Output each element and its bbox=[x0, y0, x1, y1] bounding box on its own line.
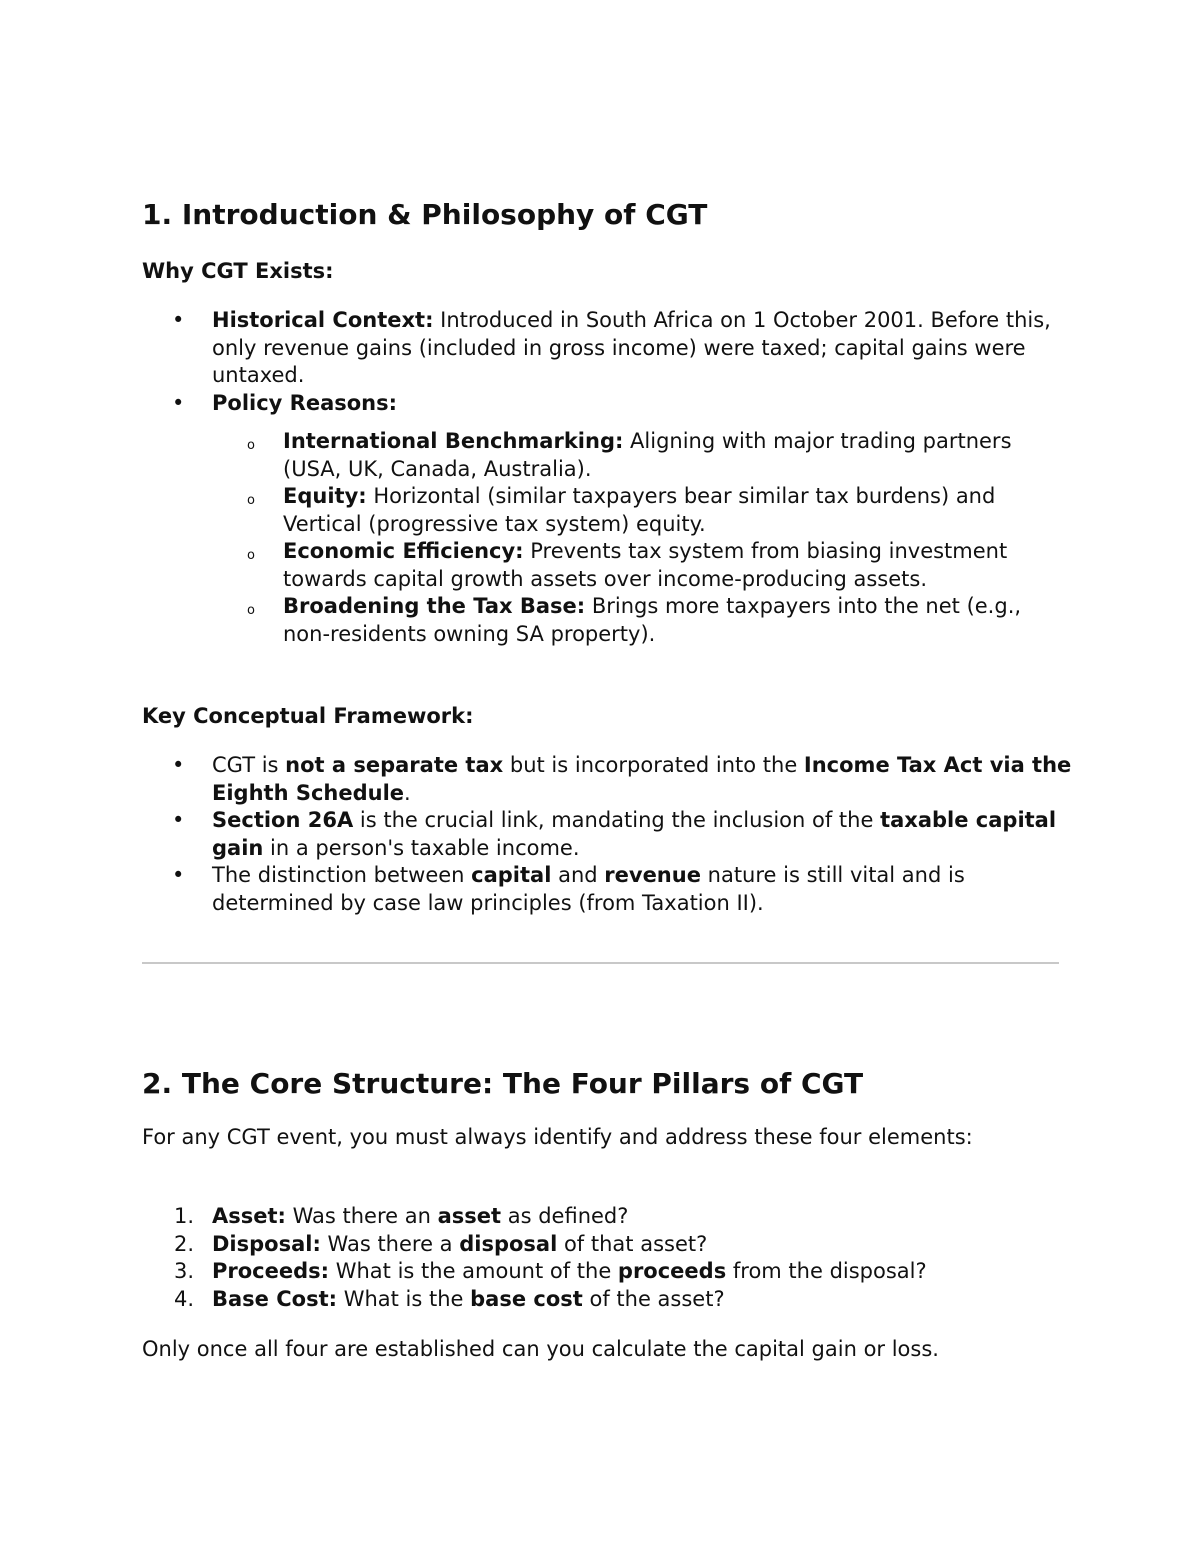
section-divider bbox=[142, 962, 1059, 964]
section1-title: 1. Introduction & Philosophy of CGT bbox=[142, 198, 708, 231]
policy-sublist bbox=[283, 428, 1073, 648]
pillar-bold: asset bbox=[437, 1204, 502, 1228]
pillar-text: from the disposal? bbox=[726, 1259, 927, 1283]
framework-text: . bbox=[404, 780, 411, 805]
framework-text: CGT is bbox=[212, 753, 286, 777]
section2-conclusion: Only once all four are established can you calculate the capital gain or loss. bbox=[142, 1337, 939, 1361]
section2-intro: For any CGT event, you must always identify and address these four elements: bbox=[142, 1125, 973, 1149]
why-cgt-heading: Why CGT Exists: bbox=[142, 259, 334, 283]
framework-bold: capital bbox=[471, 863, 552, 887]
pillar-bold: proceeds bbox=[617, 1259, 727, 1283]
pillar-number: 3. bbox=[174, 1259, 195, 1283]
pillar-bold: base cost bbox=[470, 1286, 583, 1311]
pillar-number: 4. bbox=[174, 1286, 195, 1311]
pillar-base-cost bbox=[174, 1286, 1072, 1314]
framework-text: is the crucial link, mandating the inclusion of the bbox=[353, 808, 881, 832]
framework-text: The distinction between bbox=[212, 863, 472, 887]
framework-text: nature is still vital and is determined by case law principles (from Taxation II). bbox=[212, 863, 965, 915]
policy-item-label: International Benchmarking: bbox=[283, 429, 624, 453]
framework-item-capital-revenue bbox=[212, 862, 1072, 917]
framework-bold: taxable capital gain bbox=[212, 808, 1057, 860]
policy-item-label: Broadening the Tax Base: bbox=[283, 594, 586, 618]
historical-label: Historical Context: bbox=[212, 308, 434, 332]
framework-text: and bbox=[551, 863, 605, 887]
framework-heading: Key Conceptual Framework: bbox=[142, 704, 474, 728]
framework-bold: Income Tax Act via the Eighth Schedule bbox=[212, 753, 1072, 805]
policy-item-text: Horizontal (similar taxpayers bear similar tax burdens) and Vertical (progressive tax system) equity. bbox=[283, 484, 996, 536]
policy-item-label: Economic Efficiency: bbox=[283, 539, 524, 563]
policy-item-equity bbox=[283, 483, 1073, 538]
framework-item-separate-tax bbox=[212, 752, 1072, 807]
pillar-text: Was there an bbox=[285, 1204, 438, 1228]
pillar-asset bbox=[174, 1203, 1072, 1231]
pillar-label: Disposal: bbox=[212, 1231, 321, 1256]
historical-text: Introduced in South Africa on 1 October 2001. Before this, only revenue gains (included in gross income) were taxed; capital gains were untaxed. bbox=[212, 308, 1051, 387]
pillar-label: Base Cost: bbox=[212, 1286, 338, 1311]
policy-item-tax-base bbox=[283, 593, 1073, 648]
section2-title: 2. The Core Structure: The Four Pillars of CGT bbox=[142, 1067, 864, 1100]
pillar-text: What is the bbox=[337, 1286, 471, 1311]
framework-bold: Section 26A bbox=[212, 808, 354, 832]
pillar-text: as defined? bbox=[501, 1204, 629, 1228]
policy-item-benchmarking bbox=[283, 428, 1073, 483]
pillar-number: 1. bbox=[174, 1204, 195, 1228]
policy-item-text: Brings more taxpayers into the net (e.g., non-residents owning SA property). bbox=[283, 594, 1022, 646]
four-pillars-list bbox=[174, 1203, 1072, 1313]
pillar-text: What is the amount of the bbox=[329, 1259, 618, 1283]
pillar-text: of that asset? bbox=[557, 1231, 708, 1256]
policy-label: Policy Reasons: bbox=[212, 390, 398, 415]
policy-item-text: Aligning with major trading partners (USA, UK, Canada, Australia). bbox=[283, 429, 1012, 481]
pillar-text: Was there a bbox=[320, 1231, 460, 1256]
policy-item-label: Equity: bbox=[283, 484, 367, 508]
framework-text: in a person's taxable income. bbox=[263, 835, 580, 860]
framework-bold: revenue bbox=[604, 863, 701, 887]
list-item-policy bbox=[212, 390, 1072, 649]
pillar-disposal bbox=[174, 1231, 1072, 1259]
policy-item-efficiency bbox=[283, 538, 1073, 593]
pillar-label: Asset: bbox=[212, 1204, 286, 1228]
pillar-proceeds bbox=[174, 1258, 1072, 1286]
pillar-text: of the asset? bbox=[582, 1286, 725, 1311]
list-item-historical bbox=[212, 307, 1072, 390]
framework-list bbox=[212, 752, 1072, 917]
pillar-bold: disposal bbox=[459, 1231, 558, 1256]
framework-item-section-26a bbox=[212, 807, 1072, 862]
framework-bold: not a separate tax bbox=[285, 753, 504, 777]
why-cgt-list bbox=[212, 307, 1072, 648]
policy-item-text: Prevents tax system from biasing investment towards capital growth assets over income-producing assets. bbox=[283, 539, 1008, 591]
pillar-label: Proceeds: bbox=[212, 1259, 330, 1283]
pillar-number: 2. bbox=[174, 1231, 195, 1256]
framework-text: but is incorporated into the bbox=[503, 753, 804, 777]
